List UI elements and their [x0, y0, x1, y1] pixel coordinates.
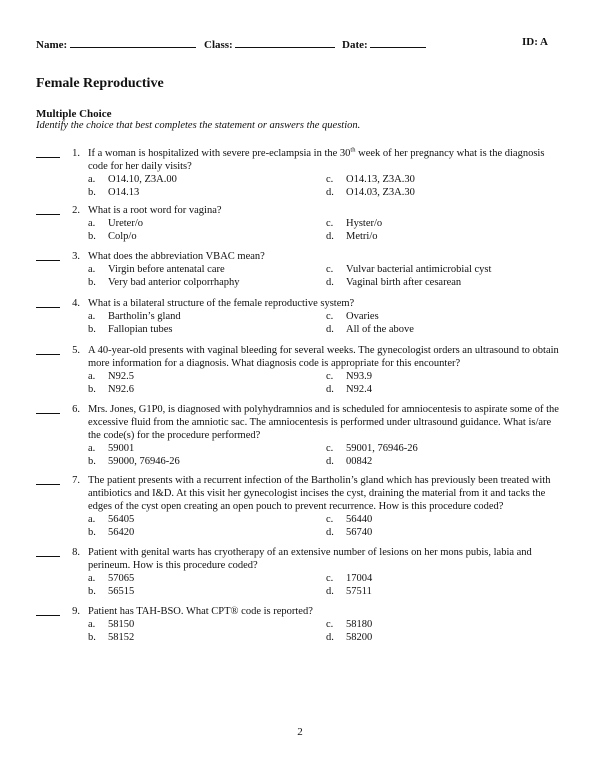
choice-letter: a. [88, 514, 96, 525]
choice-letter: d. [326, 324, 334, 335]
choice-text: O14.13 [108, 187, 140, 198]
question-number: 6. [72, 404, 80, 415]
choice-text: All of the above [346, 324, 414, 335]
page-title: Female Reproductive [36, 76, 164, 91]
answer-blank[interactable] [36, 413, 60, 414]
choice-text: Vaginal birth after cesarean [346, 277, 462, 288]
choice-letter: d. [326, 277, 334, 288]
choice-text: O14.13, Z3A.30 [346, 174, 415, 185]
choice-text: 59001, 76946-26 [346, 443, 418, 454]
name-field [36, 36, 196, 51]
question-text: What is a root word for vagina? [88, 205, 222, 216]
choice-text: 56515 [108, 586, 135, 597]
section-instructions: Identify the choice that best completes the statement or answers the question. [36, 120, 361, 131]
choice-letter: d. [326, 632, 334, 643]
answer-blank[interactable] [36, 484, 60, 485]
choice-letter: d. [326, 527, 334, 538]
choice-letter: d. [326, 456, 334, 467]
page-number: 2 [297, 726, 303, 738]
question-text [88, 147, 564, 173]
question-text: What is a bilateral structure of the female reproductive system? [88, 298, 355, 309]
choice-text: 56405 [108, 514, 135, 525]
choice-letter: c. [326, 371, 334, 382]
choice-letter: b. [88, 384, 96, 395]
choice-text: N93.9 [346, 371, 372, 382]
choice-text: 57511 [346, 586, 372, 597]
choice-letter: a. [88, 371, 96, 382]
date-blank[interactable] [370, 36, 426, 48]
question-number: 5. [72, 345, 80, 356]
choice-letter: b. [88, 231, 96, 242]
header [36, 36, 564, 52]
name-label: Name: [36, 39, 68, 51]
choice-letter: c. [326, 174, 334, 185]
choice-text: 00842 [346, 456, 373, 467]
choice-text: 56440 [346, 514, 373, 525]
choice-text: N92.4 [346, 384, 372, 395]
choice-letter: d. [326, 384, 334, 395]
answer-blank[interactable] [36, 260, 60, 261]
question-number: 9. [72, 606, 80, 617]
choice-letter: c. [326, 619, 334, 630]
answer-blank[interactable] [36, 157, 60, 158]
question-number: 4. [72, 298, 80, 309]
choice-text: 58200 [346, 632, 373, 643]
choice-letter: c. [326, 514, 334, 525]
question-number: 3. [72, 251, 80, 262]
ordinal-suffix: th [350, 146, 356, 154]
answer-blank[interactable] [36, 615, 60, 616]
choice-letter: a. [88, 443, 96, 454]
answer-blank[interactable] [36, 214, 60, 215]
choice-text: Metri/o [346, 231, 378, 242]
choice-letter: c. [326, 264, 334, 275]
choice-letter: b. [88, 527, 96, 538]
answer-blank[interactable] [36, 354, 60, 355]
choice-text: Very bad anterior colporrhaphy [108, 277, 240, 288]
choice-letter: d. [326, 231, 334, 242]
choice-letter: b. [88, 586, 96, 597]
choice-text: Virgin before antenatal care [108, 264, 225, 275]
choice-letter: a. [88, 573, 96, 584]
date-label: Date: [342, 39, 368, 51]
choice-letter: b. [88, 456, 96, 467]
choice-letter: a. [88, 311, 96, 322]
question-text-part: If a woman is hospitalized with severe pre-eclampsia in the 30 [88, 148, 351, 159]
answer-blank[interactable] [36, 307, 60, 308]
choice-text: 57065 [108, 573, 135, 584]
choice-letter: a. [88, 264, 96, 275]
question-text-part: week of her pregnancy what is the diagnosis code for her daily visits? [88, 148, 545, 172]
choice-text: Hyster/o [346, 218, 383, 229]
choice-text: Bartholin’s gland [108, 311, 181, 322]
class-blank[interactable] [235, 36, 335, 48]
choice-text: 56420 [108, 527, 135, 538]
choice-text: 58150 [108, 619, 135, 630]
question-text: The patient presents with a recurrent infection of the Bartholin’s gland which has previously been treated with antibiotics and I&D. At this visit her gynecologist incises the cyst, draining the material from it and tacks the edges of the cyst open creating an open pouch to prevent recurrence. How is this procedure coded? [88, 475, 551, 512]
choice-text: N92.5 [108, 371, 134, 382]
choice-text: 58152 [108, 632, 135, 643]
choice-text: 59001 [108, 443, 135, 454]
choice-text: Fallopian tubes [108, 324, 173, 335]
answer-blank[interactable] [36, 556, 60, 557]
question-text: Mrs. Jones, G1P0, is diagnosed with polyhydramnios and is scheduled for amniocentesis to aspirate some of the excessive fluid from the amniotic sac. The amniocentesis is performed under ultrasound guidance. What is/are the code(s) for the procedure performed? [88, 404, 559, 441]
choice-text: Ureter/o [108, 218, 143, 229]
choice-letter: d. [326, 187, 334, 198]
choice-text: N92.6 [108, 384, 134, 395]
choice-text: O14.10, Z3A.00 [108, 174, 177, 185]
name-blank[interactable] [70, 36, 196, 48]
question-number: 1. [72, 148, 80, 159]
choice-letter: b. [88, 187, 96, 198]
choice-text: O14.03, Z3A.30 [346, 187, 415, 198]
choice-letter: a. [88, 619, 96, 630]
choice-letter: b. [88, 632, 96, 643]
choice-letter: c. [326, 573, 334, 584]
choice-letter: c. [326, 311, 334, 322]
choice-letter: a. [88, 218, 96, 229]
choice-letter: b. [88, 277, 96, 288]
choice-text: Ovaries [346, 311, 379, 322]
choice-letter: a. [88, 174, 96, 185]
class-label: Class: [204, 39, 233, 51]
question-text: Patient with genital warts has cryotherapy of an extensive number of lesions on her mons pubis, labia and perineum. How is this procedure coded? [88, 547, 532, 571]
question-text: A 40-year-old presents with vaginal bleeding for several weeks. The gynecologist orders an ultrasound to obtain more information for a diagnosis. What diagnosis code is appropriate for this encounter? [88, 345, 559, 369]
choice-letter: b. [88, 324, 96, 335]
question-text: What does the abbreviation VBAC mean? [88, 251, 265, 262]
question-number: 2. [72, 205, 80, 216]
choice-text: Vulvar bacterial antimicrobial cyst [346, 264, 492, 275]
choice-text: 58180 [346, 619, 373, 630]
id-label: ID: A [522, 36, 548, 48]
section-heading: Multiple Choice [36, 108, 112, 120]
class-field [204, 36, 335, 51]
choice-text: 17004 [346, 573, 373, 584]
choice-letter: c. [326, 218, 334, 229]
date-field [342, 36, 426, 51]
question-text: Patient has TAH-BSO. What CPT® code is reported? [88, 606, 313, 617]
choice-letter: d. [326, 586, 334, 597]
choice-text: Colp/o [108, 231, 137, 242]
choice-text: 59000, 76946-26 [108, 456, 180, 467]
question-number: 8. [72, 547, 80, 558]
choice-letter: c. [326, 443, 334, 454]
question-number: 7. [72, 475, 80, 486]
choice-text: 56740 [346, 527, 373, 538]
